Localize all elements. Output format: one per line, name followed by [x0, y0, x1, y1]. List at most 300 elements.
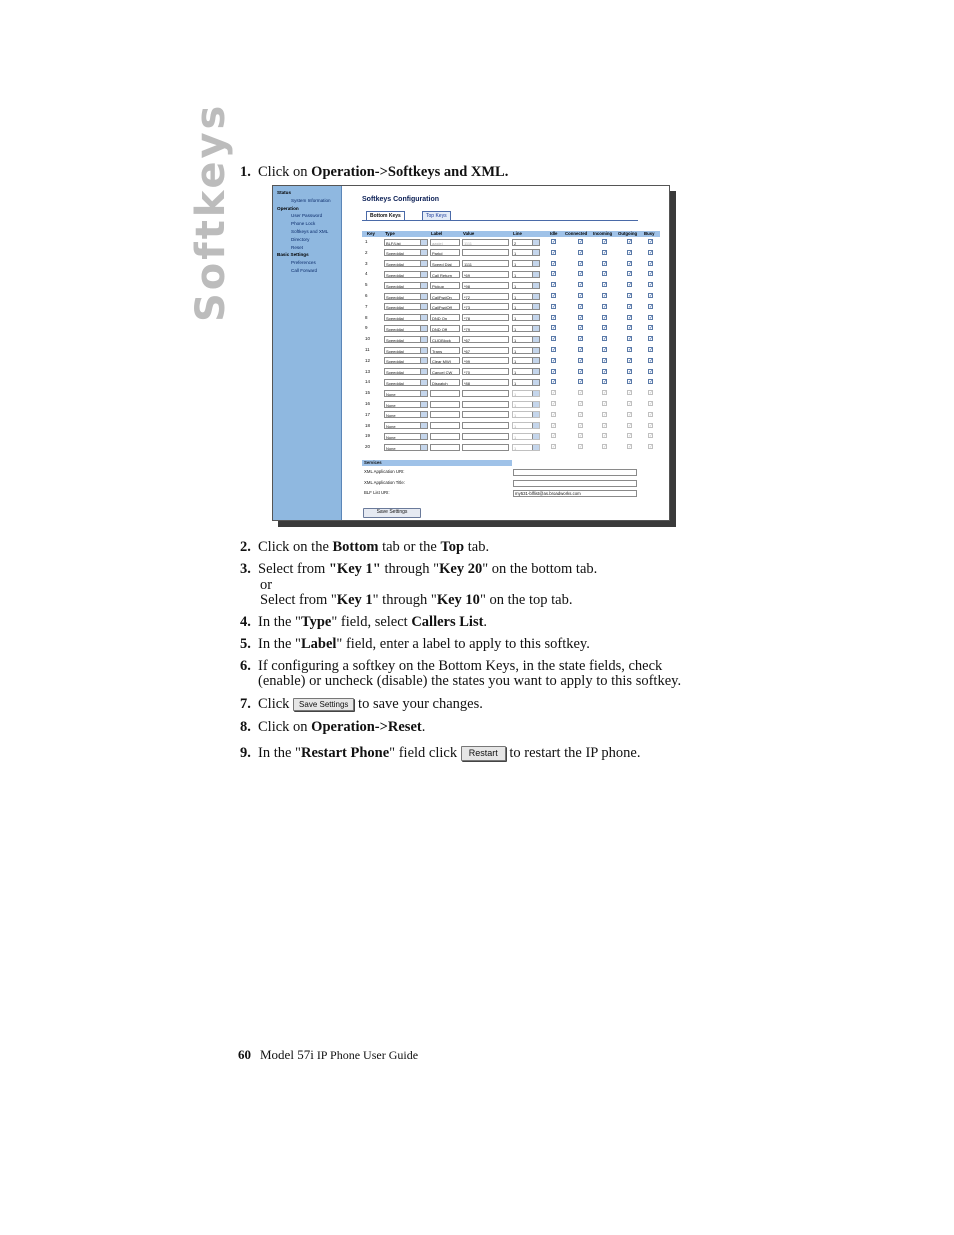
chevron-down-icon	[420, 445, 427, 450]
state-checkbox[interactable]: ✓	[649, 379, 654, 386]
page-number: 60	[238, 1047, 251, 1062]
state-checkbox[interactable]: ✓	[649, 239, 654, 245]
type-select[interactable]: Speeddial	[384, 282, 428, 289]
state-checkbox[interactable]: ✓	[628, 357, 633, 364]
state-checkbox[interactable]: ✓	[552, 239, 557, 245]
chevron-down-icon	[420, 391, 427, 396]
state-checkbox[interactable]: ✓	[579, 347, 584, 353]
chevron-down-icon	[532, 434, 539, 439]
step-number: 2.	[240, 539, 251, 555]
guide-title: IP Phone User Guide	[313, 1048, 419, 1062]
chevron-down-icon	[532, 250, 539, 255]
state-checkbox[interactable]: ✓	[628, 249, 633, 256]
state-checkbox[interactable]: ✓	[628, 314, 633, 321]
chevron-down-icon	[532, 445, 539, 450]
state-checkbox[interactable]: ✓	[649, 293, 654, 299]
type-select[interactable]: Speeddial	[384, 271, 428, 278]
line-select[interactable]: 1	[512, 422, 540, 429]
web-ui-sidebar	[273, 186, 342, 520]
label-input[interactable]: Cancel CW	[430, 368, 460, 375]
key-number: 2	[365, 249, 368, 255]
step-number: 3.	[240, 561, 251, 577]
line-select[interactable]: 1	[512, 271, 540, 278]
state-checkbox[interactable]: ✓	[628, 390, 633, 397]
label-input[interactable]: Dispatch	[430, 379, 460, 386]
state-checkbox[interactable]: ✓	[603, 249, 608, 256]
type-select[interactable]: None	[384, 422, 428, 429]
state-checkbox[interactable]: ✓	[649, 411, 654, 418]
state-checkbox[interactable]: ✓	[649, 422, 654, 429]
type-select[interactable]: Speeddial	[384, 336, 428, 343]
label-input[interactable]: aastel	[430, 239, 460, 246]
nav-link[interactable]: System Information	[291, 197, 331, 203]
column-header: Incoming	[593, 231, 613, 236]
nav-link[interactable]: Reset	[291, 244, 304, 250]
state-checkbox[interactable]: ✓	[628, 422, 633, 429]
state-checkbox[interactable]: ✓	[603, 347, 608, 353]
save-settings-button-image: Save Settings	[293, 698, 354, 711]
services-header: Services	[362, 460, 512, 466]
menu-path: Operation->Softkeys and XML.	[311, 164, 509, 180]
state-checkbox[interactable]: ✓	[552, 336, 557, 343]
state-checkbox[interactable]: ✓	[552, 271, 557, 278]
column-header: Idle	[550, 231, 558, 236]
line-select[interactable]: 1	[512, 379, 540, 386]
state-checkbox[interactable]: ✓	[649, 260, 654, 267]
chevron-down-icon	[420, 304, 427, 309]
softkey-row	[362, 314, 660, 323]
label-input[interactable]: CallFwdOff	[430, 303, 460, 310]
value-input[interactable]: *79	[462, 325, 509, 332]
chevron-down-icon	[420, 294, 427, 299]
softkey-row	[362, 270, 660, 279]
service-label: BLF List URI:	[364, 490, 390, 495]
chevron-down-icon	[420, 261, 427, 266]
type-select[interactable]: BLF/List	[384, 239, 428, 246]
service-label: XML Application Title:	[364, 479, 405, 485]
state-checkbox[interactable]: ✓	[649, 390, 654, 397]
state-checkbox[interactable]: ✓	[579, 271, 584, 278]
page-footer	[238, 1047, 418, 1063]
state-checkbox[interactable]: ✓	[628, 260, 633, 267]
state-checkbox[interactable]: ✓	[552, 411, 557, 418]
state-checkbox[interactable]: ✓	[603, 444, 608, 451]
state-checkbox[interactable]: ✓	[579, 282, 584, 289]
state-checkbox[interactable]: ✓	[552, 325, 557, 332]
state-checkbox[interactable]: ✓	[603, 271, 608, 278]
chevron-down-icon	[532, 412, 539, 417]
chevron-down-icon	[532, 315, 539, 320]
softkey-row	[362, 249, 660, 258]
key-number: 12	[365, 357, 371, 363]
state-checkbox[interactable]: ✓	[649, 368, 654, 375]
type-select[interactable]: Speeddial	[384, 357, 428, 364]
state-checkbox[interactable]: ✓	[603, 379, 608, 386]
value-input[interactable]	[462, 401, 509, 408]
state-checkbox[interactable]: ✓	[579, 249, 584, 256]
state-checkbox[interactable]: ✓	[552, 422, 557, 429]
chevron-down-icon	[532, 358, 539, 363]
step-number: 1.	[240, 164, 251, 180]
state-checkbox[interactable]: ✓	[603, 368, 608, 375]
type-select[interactable]: None	[384, 411, 428, 418]
line-select[interactable]: 1	[512, 433, 540, 440]
value-input[interactable]: *88	[462, 379, 509, 386]
type-select[interactable]: None	[384, 433, 428, 440]
chevron-down-icon	[420, 358, 427, 363]
chevron-down-icon	[420, 402, 427, 407]
state-checkbox[interactable]: ✓	[603, 314, 608, 321]
label-input[interactable]	[430, 390, 460, 397]
state-checkbox[interactable]: ✓	[579, 314, 584, 321]
state-checkbox[interactable]: ✓	[649, 271, 654, 278]
chevron-down-icon	[532, 391, 539, 396]
label-input[interactable]: Speed Dial	[430, 260, 460, 267]
key-number: 11	[365, 347, 370, 352]
service-input[interactable]	[513, 469, 637, 476]
chevron-down-icon	[420, 283, 427, 288]
chevron-down-icon	[532, 369, 539, 374]
state-checkbox[interactable]: ✓	[579, 293, 584, 299]
column-header: Busy	[644, 231, 655, 236]
type-select[interactable]: None	[384, 444, 428, 451]
column-header: Value	[463, 231, 475, 236]
state-checkbox[interactable]: ✓	[603, 260, 608, 267]
state-checkbox[interactable]: ✓	[579, 444, 584, 451]
chevron-down-icon	[420, 240, 427, 245]
column-header: Label	[431, 231, 443, 236]
value-input[interactable]	[462, 390, 509, 397]
state-checkbox[interactable]: ✓	[628, 379, 633, 386]
value-input[interactable]: *67	[462, 347, 509, 354]
key-number: 1	[365, 239, 368, 244]
softkeys-config-screenshot	[272, 185, 670, 521]
value-input[interactable]: *98	[462, 282, 509, 289]
config-title: Softkeys Configuration	[362, 196, 440, 203]
model-name: Model 57i	[260, 1047, 314, 1062]
softkey-row	[362, 389, 660, 398]
line-select[interactable]: 1	[512, 260, 540, 267]
state-checkbox[interactable]: ✓	[628, 401, 633, 407]
service-label: XML Application URI:	[364, 469, 405, 474]
nav-link[interactable]: Softkeys and XML	[291, 229, 329, 234]
label-input[interactable]: CLIDBlock	[430, 336, 460, 343]
type-select[interactable]: None	[384, 390, 428, 397]
line-select[interactable]: 1	[512, 314, 540, 321]
softkey-row	[362, 400, 660, 409]
state-checkbox[interactable]: ✓	[649, 303, 654, 310]
label-input[interactable]: CallFwdOn	[430, 293, 460, 300]
chevron-down-icon	[420, 380, 427, 385]
label-input[interactable]: Trans	[430, 347, 460, 354]
chevron-down-icon	[532, 423, 539, 428]
value-input[interactable]: *69	[462, 271, 509, 278]
state-checkbox[interactable]: ✓	[579, 336, 584, 343]
line-select[interactable]: 1	[512, 336, 540, 343]
label-input[interactable]	[430, 444, 460, 451]
step-text: Click on	[258, 164, 312, 180]
state-checkbox[interactable]: ✓	[552, 314, 557, 321]
key-number: 3	[365, 260, 368, 266]
key-number: 13	[365, 368, 371, 374]
state-checkbox[interactable]: ✓	[579, 368, 584, 375]
type-select[interactable]: Speeddial	[384, 325, 428, 332]
column-header: Outgoing	[618, 231, 638, 236]
type-select[interactable]: None	[384, 401, 428, 408]
label-input[interactable]: Call Return	[430, 271, 460, 278]
chevron-down-icon	[420, 315, 427, 320]
line-select[interactable]: 1	[512, 444, 540, 451]
softkey-row	[362, 422, 660, 431]
state-checkbox[interactable]: ✓	[552, 347, 557, 353]
chevron-down-icon	[532, 283, 539, 288]
state-checkbox[interactable]: ✓	[552, 282, 557, 289]
nav-link[interactable]: Call Forward	[291, 268, 318, 273]
section-side-title: Softkeys	[188, 102, 234, 322]
state-checkbox[interactable]: ✓	[628, 433, 633, 440]
line-select[interactable]: 1	[512, 368, 540, 375]
column-header: Key	[367, 231, 375, 236]
softkey-row	[362, 324, 660, 333]
state-checkbox[interactable]: ✓	[603, 239, 608, 245]
state-checkbox[interactable]: ✓	[579, 357, 584, 364]
label-input[interactable]	[430, 411, 460, 418]
chevron-down-icon	[532, 348, 539, 353]
line-select[interactable]: 1	[512, 325, 540, 332]
value-input[interactable]: 1111	[462, 239, 509, 246]
state-checkbox[interactable]: ✓	[628, 282, 633, 289]
label-input[interactable]: Parkd	[430, 249, 460, 256]
state-checkbox[interactable]: ✓	[579, 239, 584, 245]
value-input[interactable]: *99	[462, 357, 509, 364]
chevron-down-icon	[420, 250, 427, 255]
chevron-down-icon	[532, 402, 539, 407]
value-input[interactable]: *73	[462, 303, 509, 310]
state-checkbox[interactable]: ✓	[628, 336, 633, 343]
label-input[interactable]: DND Off	[430, 325, 460, 332]
line-select[interactable]: 1	[512, 282, 540, 289]
state-checkbox[interactable]: ✓	[552, 249, 557, 256]
softkeys-config-panel	[342, 186, 669, 520]
state-checkbox[interactable]: ✓	[603, 433, 608, 440]
line-select[interactable]: 1	[512, 357, 540, 364]
key-number: 14	[365, 379, 371, 385]
chevron-down-icon	[532, 326, 539, 331]
step-number: 8.	[240, 719, 251, 735]
chevron-down-icon	[532, 240, 539, 245]
key-number: 5	[365, 282, 368, 288]
state-checkbox[interactable]: ✓	[579, 379, 584, 386]
service-input[interactable]	[513, 480, 637, 487]
softkey-row	[362, 368, 660, 377]
state-checkbox[interactable]: ✓	[603, 336, 608, 343]
state-checkbox[interactable]: ✓	[603, 303, 608, 310]
value-input[interactable]	[462, 433, 509, 440]
value-input[interactable]: *67	[462, 336, 509, 343]
label-input[interactable]: Pickup	[430, 282, 460, 289]
softkey-row	[362, 281, 660, 290]
state-checkbox[interactable]: ✓	[579, 411, 584, 418]
softkey-row	[362, 292, 660, 301]
service-input[interactable]: my531-blflist@as.broadworks.com	[513, 490, 637, 497]
line-select[interactable]: 1	[512, 293, 540, 300]
softkey-row	[362, 260, 660, 269]
type-select[interactable]: Speeddial	[384, 293, 428, 300]
state-checkbox[interactable]: ✓	[628, 444, 633, 451]
nav-section-header: Operation	[277, 205, 299, 211]
state-checkbox[interactable]: ✓	[649, 282, 654, 289]
state-checkbox[interactable]: ✓	[603, 422, 608, 429]
type-select[interactable]: Speeddial	[384, 249, 428, 256]
key-number: 17	[365, 411, 371, 417]
value-input[interactable]: *78	[462, 314, 509, 321]
value-input[interactable]: *70	[462, 368, 509, 375]
step-number: 4.	[240, 614, 251, 630]
state-checkbox[interactable]: ✓	[552, 293, 557, 299]
label-input[interactable]	[430, 433, 460, 440]
line-select[interactable]: 1	[512, 411, 540, 418]
line-select[interactable]: 1	[512, 347, 540, 354]
label-input[interactable]	[430, 401, 460, 408]
nav-link[interactable]: User Password	[291, 213, 323, 219]
state-checkbox[interactable]: ✓	[579, 433, 584, 440]
state-checkbox[interactable]: ✓	[649, 357, 654, 364]
softkey-row	[362, 443, 660, 452]
step-number: 5.	[240, 636, 251, 652]
type-select[interactable]: Speeddial	[384, 368, 428, 375]
restart-button-image: Restart	[461, 746, 506, 761]
state-checkbox[interactable]: ✓	[603, 293, 608, 299]
label-input[interactable]: Clear MWI	[430, 357, 460, 364]
chevron-down-icon	[420, 348, 427, 353]
column-header: Connected	[565, 231, 588, 236]
softkey-row	[362, 346, 660, 355]
key-number: 15	[365, 390, 371, 396]
state-checkbox[interactable]: ✓	[552, 303, 557, 310]
chevron-down-icon	[532, 294, 539, 299]
state-checkbox[interactable]: ✓	[649, 249, 654, 256]
nav-section-header: Status	[277, 190, 292, 195]
state-checkbox[interactable]: ✓	[628, 239, 633, 245]
chevron-down-icon	[420, 337, 427, 342]
key-tabs	[362, 211, 638, 221]
state-checkbox[interactable]: ✓	[579, 390, 584, 397]
state-checkbox[interactable]: ✓	[603, 325, 608, 332]
key-number: 6	[365, 293, 368, 298]
state-checkbox[interactable]: ✓	[628, 368, 633, 375]
state-checkbox[interactable]: ✓	[649, 433, 654, 440]
state-checkbox[interactable]: ✓	[603, 401, 608, 407]
state-checkbox[interactable]: ✓	[552, 379, 557, 386]
nav-link[interactable]: Preferences	[291, 260, 316, 266]
type-select[interactable]: Speeddial	[384, 314, 428, 321]
state-checkbox[interactable]: ✓	[628, 411, 633, 418]
key-number: 10	[365, 336, 371, 342]
state-checkbox[interactable]: ✓	[628, 347, 633, 353]
chevron-down-icon	[532, 380, 539, 385]
state-checkbox[interactable]: ✓	[603, 411, 608, 418]
softkey-table-header	[362, 231, 660, 237]
state-checkbox[interactable]: ✓	[628, 325, 633, 332]
state-checkbox[interactable]: ✓	[579, 422, 584, 429]
column-header: Line	[513, 231, 522, 236]
value-input[interactable]	[462, 411, 509, 418]
nav-link[interactable]: Phone Lock	[291, 221, 316, 227]
softkey-row	[362, 335, 660, 344]
type-select[interactable]: Speeddial	[384, 303, 428, 310]
value-input[interactable]	[462, 444, 509, 451]
chevron-down-icon	[420, 369, 427, 374]
nav-section-header: Basic Settings	[277, 252, 309, 258]
step-number: 9.	[240, 745, 251, 761]
label-input[interactable]: DND On	[430, 314, 460, 321]
state-checkbox[interactable]: ✓	[552, 444, 557, 451]
state-checkbox[interactable]: ✓	[628, 271, 633, 278]
state-checkbox[interactable]: ✓	[649, 314, 654, 321]
value-input[interactable]	[462, 249, 509, 256]
state-checkbox[interactable]: ✓	[603, 357, 608, 364]
value-input[interactable]: *72	[462, 293, 509, 300]
state-checkbox[interactable]: ✓	[579, 401, 584, 407]
state-checkbox[interactable]: ✓	[628, 293, 633, 299]
chevron-down-icon	[420, 434, 427, 439]
line-select[interactable]: 1	[512, 249, 540, 256]
key-number: 7	[365, 303, 368, 309]
line-select[interactable]: 1	[512, 401, 540, 408]
state-checkbox[interactable]: ✓	[603, 390, 608, 397]
state-checkbox[interactable]: ✓	[649, 401, 654, 407]
key-number: 4	[365, 271, 368, 277]
chevron-down-icon	[420, 326, 427, 331]
key-number: 16	[365, 401, 371, 406]
chevron-down-icon	[420, 412, 427, 417]
state-checkbox[interactable]: ✓	[579, 260, 584, 267]
value-input[interactable]: 1111	[462, 260, 509, 267]
type-select[interactable]: Speeddial	[384, 347, 428, 354]
nav-link[interactable]: Directory	[291, 236, 310, 242]
state-checkbox[interactable]: ✓	[628, 303, 633, 310]
state-checkbox[interactable]: ✓	[552, 401, 557, 407]
key-number: 20	[365, 444, 371, 450]
state-checkbox[interactable]: ✓	[649, 444, 654, 451]
tab-bottom-keys[interactable]: Bottom Keys	[366, 211, 405, 220]
type-select[interactable]: Speeddial	[384, 379, 428, 386]
state-checkbox[interactable]: ✓	[552, 357, 557, 364]
state-checkbox[interactable]: ✓	[552, 433, 557, 440]
line-select[interactable]: 1	[512, 390, 540, 397]
state-checkbox[interactable]: ✓	[552, 260, 557, 267]
state-checkbox[interactable]: ✓	[603, 282, 608, 289]
state-checkbox[interactable]: ✓	[579, 303, 584, 310]
line-select[interactable]: 1	[512, 303, 540, 310]
value-input[interactable]	[462, 422, 509, 429]
label-input[interactable]	[430, 422, 460, 429]
column-header: Type	[385, 231, 395, 236]
tab-top-keys[interactable]: Top Keys	[422, 211, 451, 220]
softkey-row	[362, 432, 660, 441]
save-settings-button[interactable]: Save Settings	[363, 508, 421, 518]
chevron-down-icon	[420, 423, 427, 428]
state-checkbox[interactable]: ✓	[649, 325, 654, 332]
state-checkbox[interactable]: ✓	[579, 325, 584, 332]
state-checkbox[interactable]: ✓	[552, 390, 557, 397]
softkey-row	[362, 411, 660, 420]
type-select[interactable]: Speeddial	[384, 260, 428, 267]
state-checkbox[interactable]: ✓	[552, 368, 557, 375]
state-checkbox[interactable]: ✓	[649, 336, 654, 343]
state-checkbox[interactable]: ✓	[649, 347, 654, 353]
line-select[interactable]: 2	[512, 239, 540, 246]
